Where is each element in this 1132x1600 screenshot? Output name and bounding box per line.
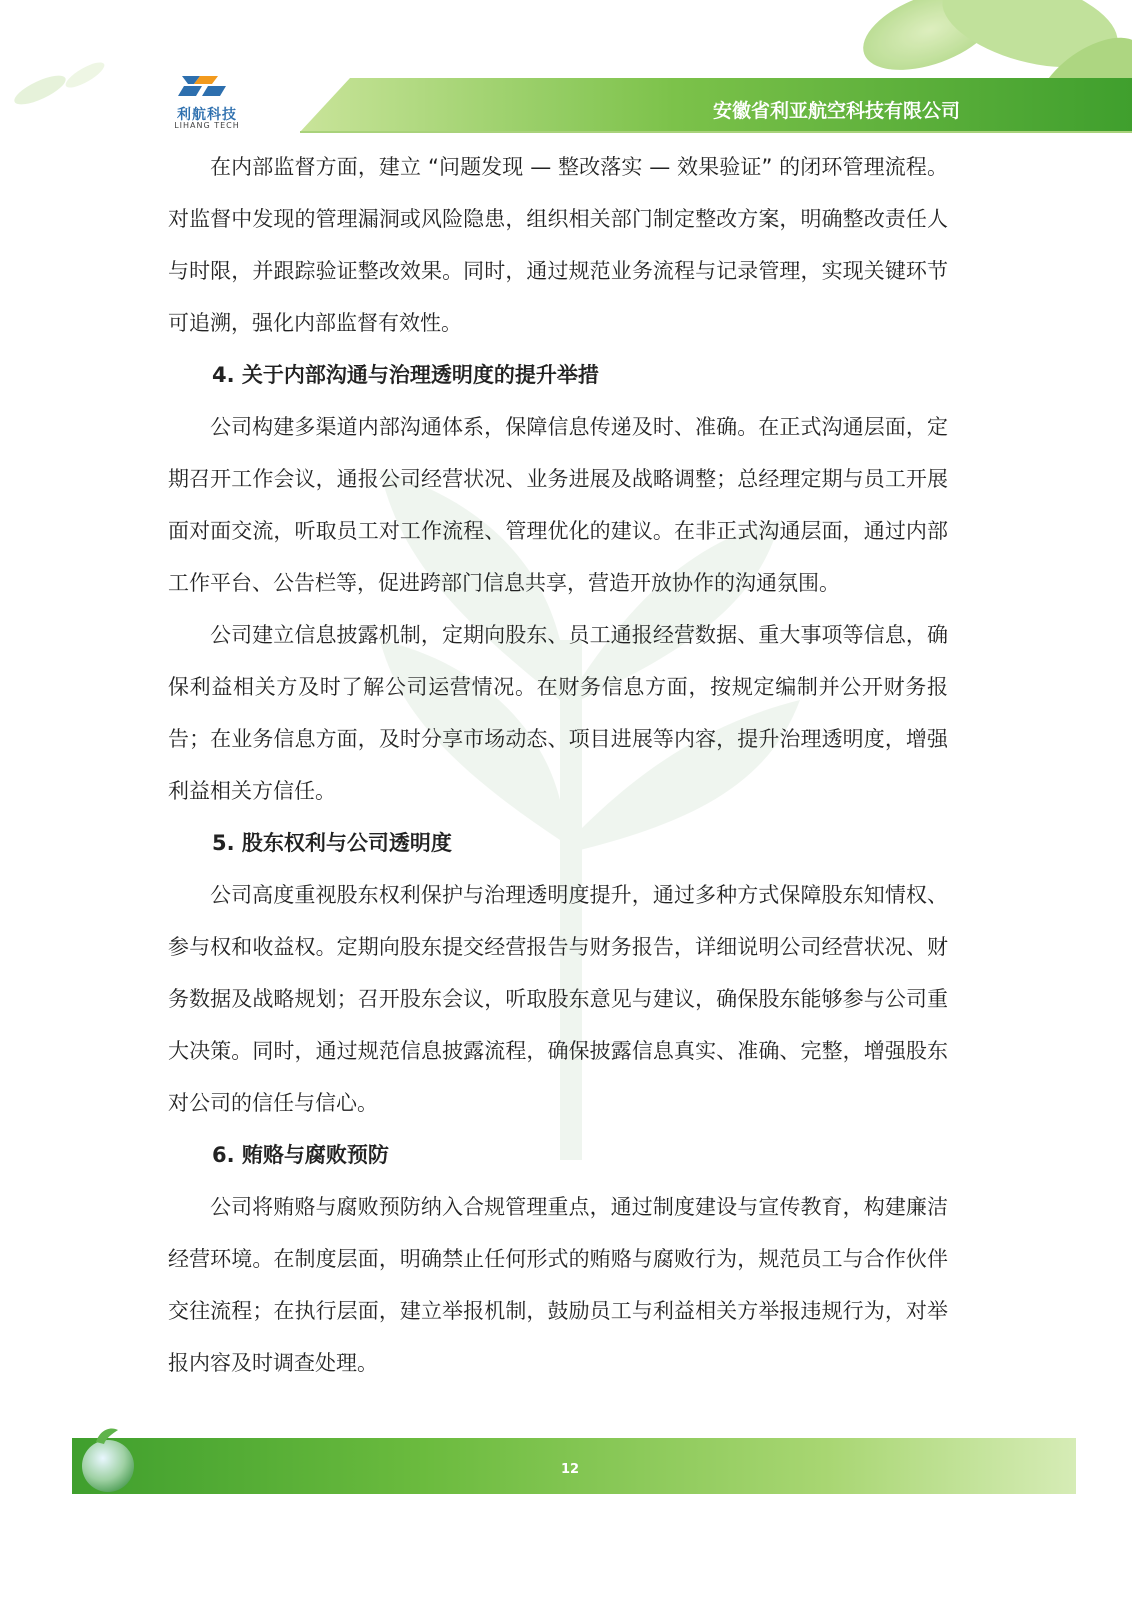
logo-english-name: LIHANG TECH (174, 121, 240, 130)
section-heading-5: 5. 股东权利与公司透明度 (212, 831, 452, 855)
footer-band (0, 1400, 1132, 1600)
page-number: 12 (560, 1462, 580, 1477)
company-name: 安徽省利亚航空科技有限公司 (712, 100, 960, 122)
paragraph: 公司高度重视股东权利保护与治理透明度提升，通过多种方式保障股东知情权、参与权和收益权。定期向股东提交经营报告与财务报告，详细说明公司经营状况、财务数据及战略规划；召开股东会议，听取股东意见与建议，确保股东能够参与公司重大决策。同时，通过规范信息披露流程，确保披露信息真实、准确、完整，增强股东对公司的信任与信心。 (168, 883, 948, 1115)
paragraph: 在内部监督方面，建立 “问题发现 — 整改落实 — 效果验证” 的闭环管理流程。对监督中发现的管理漏洞或风险隐患，组织相关部门制定整改方案，明确整改责任人与时限，并跟踪验证整改效果。同时，通过规范业务流程与记录管理，实现关键环节可追溯，强化内部监督有效性。 (168, 155, 948, 335)
logo-chinese-name: 利航科技 (177, 107, 237, 123)
paragraph: 公司将贿赂与腐败预防纳入合规管理重点，通过制度建设与宣传教育，构建廉洁经营环境。在制度层面，明确禁止任何形式的贿赂与腐败行为，规范员工与合作伙伴交往流程；在执行层面，建立举报机制，鼓励员工与利益相关方举报违规行为，对举报内容及时调查处理。 (168, 1195, 948, 1375)
paragraph: 公司建立信息披露机制，定期向股东、员工通报经营数据、重大事项等信息，确保利益相关方及时了解公司运营情况。在财务信息方面，按规定编制并公开财务报告；在业务信息方面，及时分享市场动态、项目进展等内容，提升治理透明度，增强利益相关方信任。 (168, 623, 948, 803)
section-heading-4: 4. 关于内部沟通与治理透明度的提升举措 (212, 363, 599, 387)
document-body (168, 141, 948, 1389)
paragraph: 公司构建多渠道内部沟通体系，保障信息传递及时、准确。在正式沟通层面，定期召开工作会议，通报公司经营状况、业务进展及战略调整；总经理定期与员工开展面对面交流，听取员工对工作流程、管理优化的建议。在非正式沟通层面，通过内部工作平台、公告栏等，促进跨部门信息共享，营造开放协作的沟通氛围。 (168, 415, 948, 595)
section-heading-6: 6. 贿赂与腐败预防 (212, 1143, 389, 1167)
